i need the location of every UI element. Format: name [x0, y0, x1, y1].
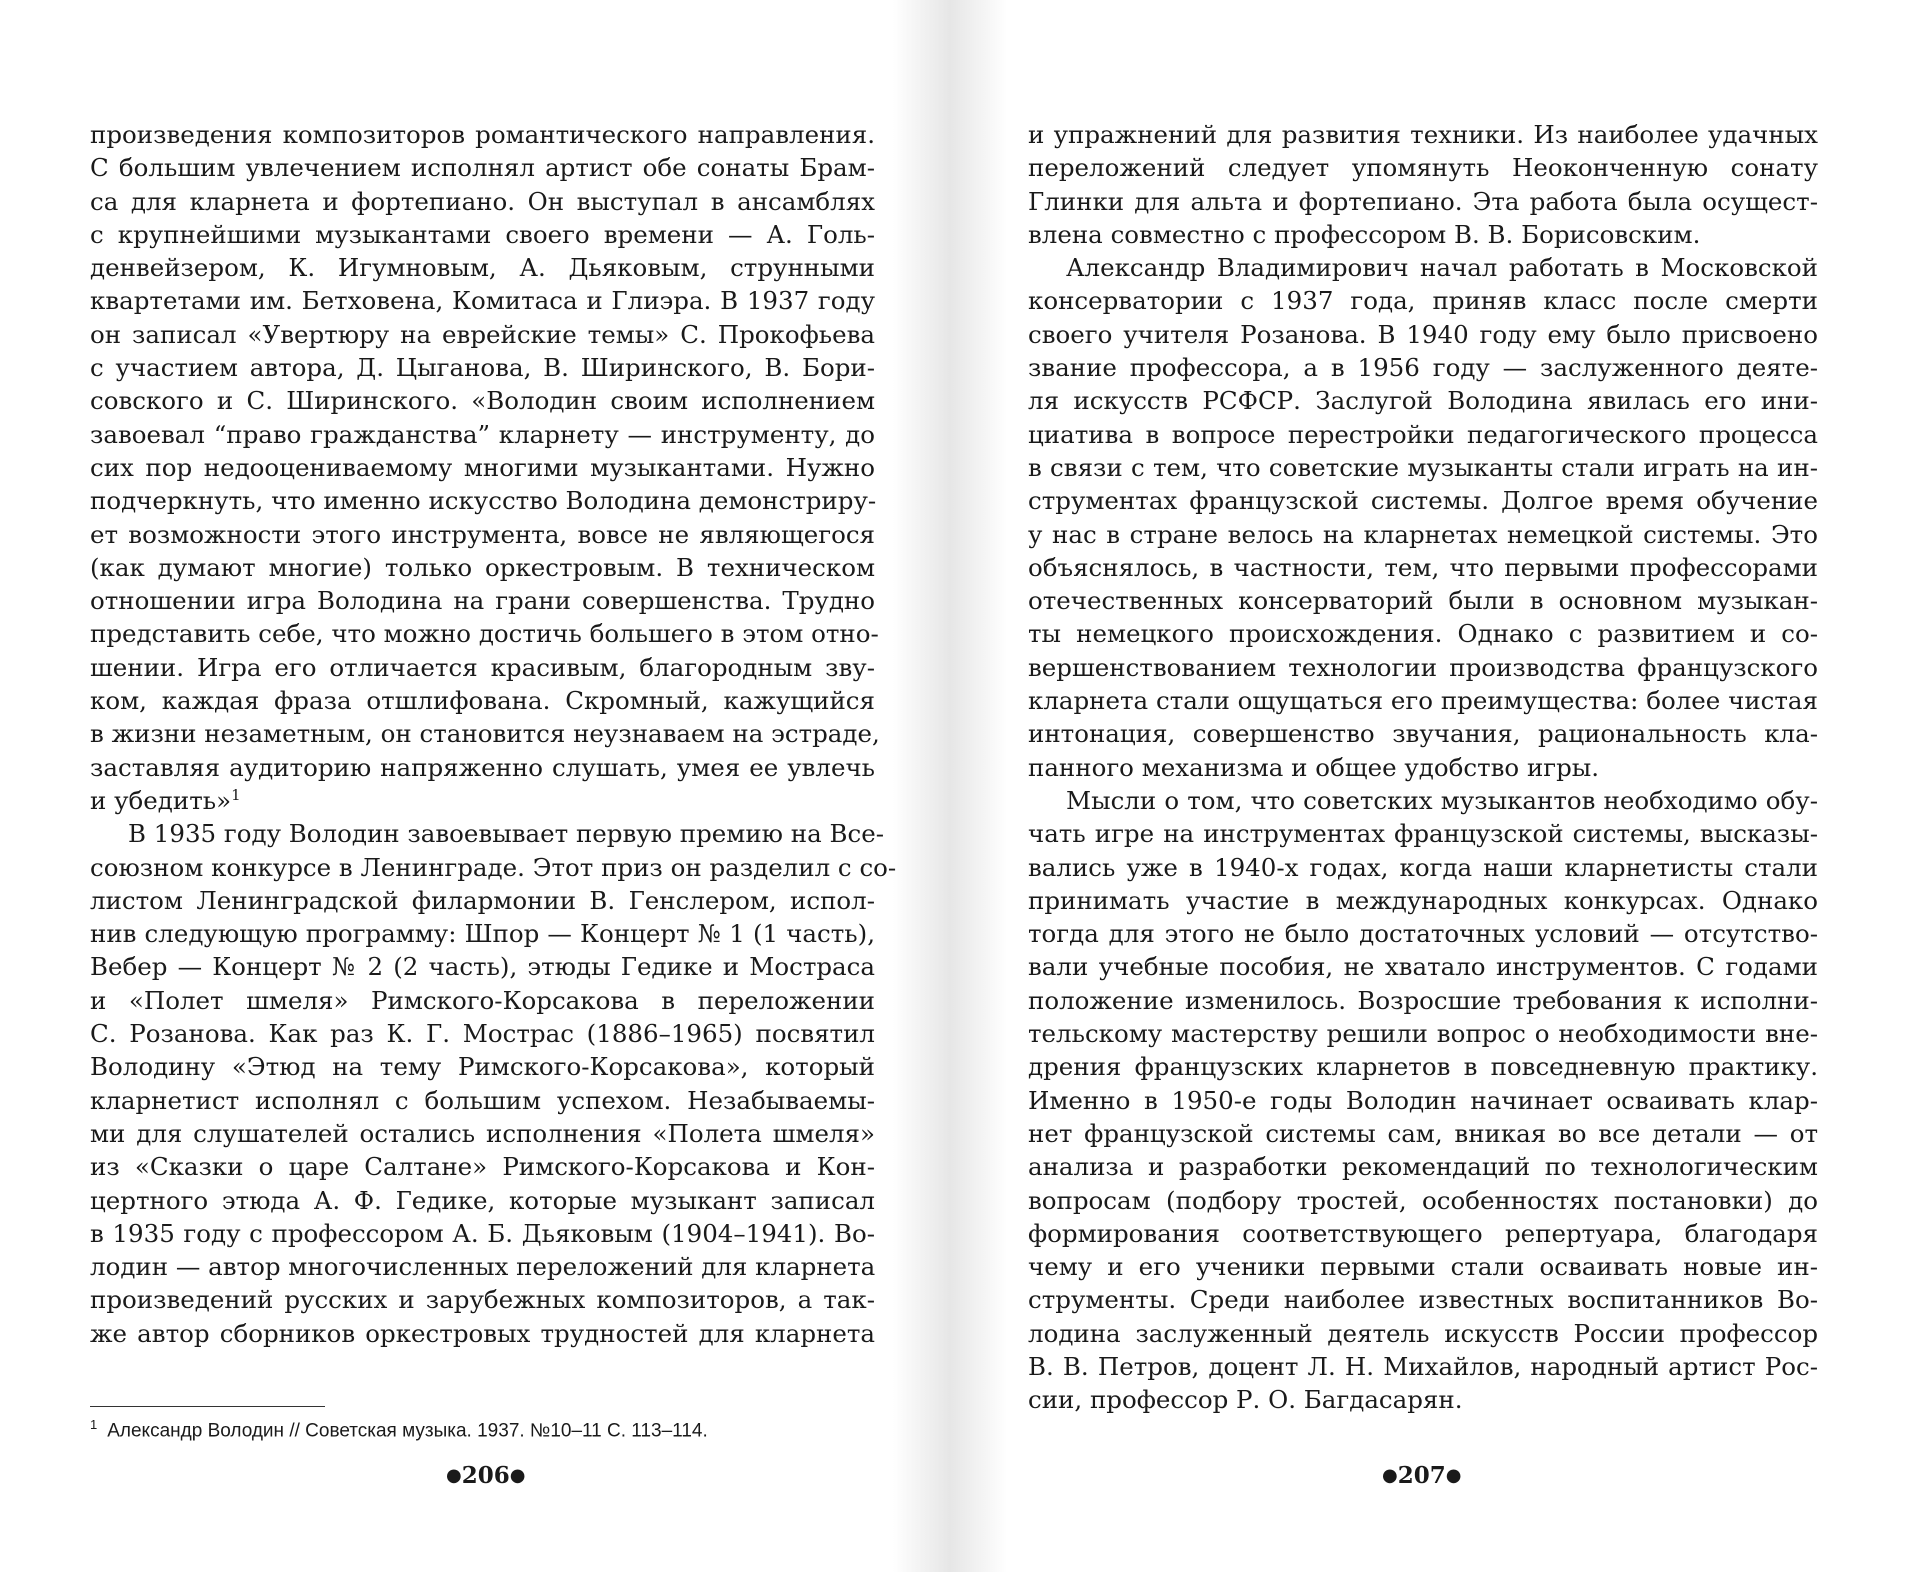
- text-line: сих пор недооцениваемому многими музыкантами. Нужно: [90, 452, 875, 482]
- text-line: шении. Игра его отличается красивым, благородным зву-: [90, 652, 875, 682]
- text-line: отношении игра Володина на грани совершенства. Трудно: [90, 586, 875, 616]
- right-para1: [1028, 118, 1818, 251]
- text-line: он записал «Увертюру на еврейские темы» С. Прокофьева: [90, 319, 875, 349]
- text-line: С. Розанова. Как раз К. Г. Мострас (1886–1965) посвятил: [90, 1019, 875, 1049]
- text-line: в жизни незаметным, он становится неузнаваем на эстраде,: [90, 719, 880, 749]
- text-line: влена совместно с профессором В. В. Борисовским.: [1028, 219, 1701, 249]
- text-line: сии, профессор Р. О. Багдасарян.: [1028, 1385, 1463, 1415]
- text-line: нет французской системы сам, вникая во все детали — от: [1028, 1118, 1818, 1148]
- right-page-body: [1028, 118, 1818, 1417]
- text-line: консерватории с 1937 года, приняв класс после смерти: [1028, 286, 1818, 316]
- text-line: с участием автора, Д. Цыганова, В. Ширинского, В. Бори-: [90, 353, 875, 383]
- text-line: Вебер — Концерт № 2 (2 часть), этюды Гедике и Мостраса: [90, 952, 875, 982]
- text-line: произведений русских и зарубежных композиторов, а так-: [90, 1285, 875, 1315]
- text-line: вали учебные пособия, не хватало инструментов. С годами: [1028, 952, 1818, 982]
- text-line: Мысли о том, что советских музыкантов необходимо обу-: [1066, 785, 1818, 815]
- text-line: с крупнейшими музыкантами своего времени — А. Голь-: [90, 219, 875, 249]
- text-line: и упражнений для развития техники. Из наиболее удачных: [1028, 120, 1818, 149]
- text-line: нив следующую программу: Шпор — Концерт № 1 (1 часть),: [90, 919, 875, 949]
- text-line: же автор сборников оркестровых трудностей для кларнета: [90, 1318, 875, 1348]
- text-line: денвейзером, К. Игумновым, А. Дьяковым, струнными: [90, 253, 875, 283]
- text-line: завоевал “право гражданства” кларнету — инструменту, до: [90, 419, 875, 449]
- page-number-right: ●207●: [1382, 1462, 1462, 1489]
- text-line: струментах французской системы. Долгое время обучение: [1028, 486, 1818, 516]
- text-line: Володину «Этюд на тему Римского-Корсакова», который: [90, 1052, 875, 1082]
- text-line: квартетами им. Бетховена, Комитаса и Глиэра. В 1937 году: [90, 286, 875, 316]
- text-line: формирования соответствующего репертуара, благодаря: [1028, 1218, 1818, 1248]
- text-line: анализа и разработки рекомендаций по технологическим: [1028, 1152, 1818, 1182]
- text-line: заставляя аудиторию напряженно слушать, умея ее увлечь: [90, 752, 875, 782]
- text-line: струменты. Среди наиболее известных воспитанников Во-: [1028, 1285, 1818, 1315]
- page-number-left: ●206●: [446, 1462, 526, 1489]
- text-line: В 1935 году Володин завоевывает первую премию на Все-: [128, 819, 885, 849]
- text-line: лодина заслуженный деятель искусств России профессор: [1028, 1318, 1818, 1348]
- footnote-reference[interactable]: 1: [231, 785, 241, 804]
- text-line: тельскому мастерству решили вопрос о необходимости вне-: [1028, 1019, 1818, 1049]
- text-line: произведения композиторов романтического направления.: [90, 120, 875, 149]
- right-page: [950, 0, 1907, 1572]
- text-line: в связи с тем, что советские музыканты стали играть на ин-: [1028, 452, 1818, 482]
- left-line-footnoted: и убедить»$^1$: [90, 785, 241, 815]
- text-line: объяснялось, в частности, тем, что первыми профессорами: [1028, 552, 1818, 582]
- text-line: звание профессора, а в 1956 году — заслуженного деяте-: [1028, 353, 1818, 383]
- text-line: совского и С. Ширинского. «Володин своим исполнением: [90, 386, 875, 416]
- text-line: циатива в вопросе перестройки педагогического процесса: [1028, 419, 1818, 449]
- text-line: са для кларнета и фортепиано. Он выступал в ансамблях: [90, 186, 875, 216]
- text-line: ет возможности этого инструмента, вовсе не являющегося: [90, 519, 875, 549]
- text-line: и «Полет шмеля» Римского-Корсакова в переложении: [90, 985, 875, 1015]
- text-line: лодин — автор многочисленных переложений для кларнета: [90, 1252, 876, 1282]
- text-line: из «Сказки о царе Салтане» Римского-Корсакова и Кон-: [90, 1152, 875, 1182]
- left-para1: [90, 118, 880, 784]
- text-line: С большим увлечением исполнял артист обе сонаты Брам-: [90, 153, 875, 183]
- left-page-body: [90, 118, 897, 1350]
- text-line: Александр Владимирович начал работать в Московской: [1066, 253, 1818, 283]
- text-line: интонация, совершенство звучания, рациональность кла-: [1028, 719, 1818, 749]
- left-page: [0, 0, 950, 1572]
- text-line: отечественных консерваторий были в основном музыкан-: [1028, 586, 1818, 616]
- text-line: кларнета стали ощущаться его преимущества: более чистая: [1028, 686, 1818, 716]
- left-para2: [90, 817, 897, 1350]
- text-line: цертного этюда А. Ф. Гедике, которые музыкант записал: [90, 1185, 875, 1215]
- right-para3: [1028, 784, 1818, 1417]
- text-line: чему и его ученики первыми стали осваивать новые ин-: [1028, 1252, 1818, 1282]
- text-line: вершенствованием технологии производства французского: [1028, 652, 1818, 682]
- footnote-divider: [90, 1406, 325, 1407]
- text-line: В. В. Петров, доцент Л. Н. Михайлов, народный артист Рос-: [1028, 1351, 1818, 1381]
- text-line: дрения французских кларнетов в повседневную практику.: [1028, 1052, 1818, 1082]
- text-line: переложений следует упомянуть Неоконченную сонату: [1028, 153, 1818, 183]
- text-line: союзном конкурсе в Ленинграде. Этот приз он разделил с со-: [90, 852, 897, 882]
- text-line: ми для слушателей остались исполнения «Полета шмеля»: [90, 1118, 875, 1148]
- text-line: принимать участие в международных конкурсах. Однако: [1028, 885, 1818, 915]
- text-line: панного механизма и общее удобство игры.: [1028, 752, 1600, 782]
- text-line: листом Ленинградской филармонии В. Генслером, испол-: [90, 885, 875, 915]
- text-line: вались уже в 1940-х годах, когда наши кларнетисты стали: [1028, 852, 1818, 882]
- text-line: тогда для этого не было достаточных условий — отсутство-: [1028, 919, 1818, 949]
- text-line: представить себе, что можно достичь большего в этом отно-: [90, 619, 879, 649]
- text-line: вопросам (подбору тростей, особенностях постановки) до: [1028, 1185, 1818, 1215]
- text-line: подчеркнуть, что именно искусство Володина демонстриру-: [90, 486, 877, 516]
- text-line: чать игре на инструментах французской системы, высказы-: [1028, 819, 1818, 849]
- footnote-text: Александр Володин // Советская музыка. 1937. №10–11 С. 113–114.: [107, 1420, 708, 1442]
- text-line: ля искусств РСФСР. Заслугой Володина явилась его ини-: [1028, 386, 1818, 416]
- footnote-mark: 1: [90, 1417, 98, 1432]
- text-line: своего учителя Розанова. В 1940 году ему было присвоено: [1028, 319, 1818, 349]
- text-line: Именно в 1950-е годы Володин начинает осваивать клар-: [1028, 1085, 1818, 1115]
- text-line: ком, каждая фраза отшлифована. Скромный, кажущийся: [90, 686, 875, 716]
- footnote: [90, 1412, 890, 1444]
- text-line: кларнетист исполнял с большим успехом. Незабываемы-: [90, 1085, 875, 1115]
- right-para2: [1028, 251, 1818, 784]
- text-line: в 1935 году с профессором А. Б. Дьяковым (1904–1941). Во-: [90, 1218, 875, 1248]
- text-line: (как думают многие) только оркестровым. В техническом: [90, 552, 875, 582]
- text-line: у нас в стране велось на кларнетах немецкой системы. Это: [1028, 519, 1818, 549]
- text-line: Глинки для альта и фортепиано. Эта работа была осущест-: [1028, 186, 1818, 216]
- text-line: ты немецкого происхождения. Однако с развитием и со-: [1028, 619, 1818, 649]
- text-line: положение изменилось. Возросшие требования к исполни-: [1028, 985, 1818, 1015]
